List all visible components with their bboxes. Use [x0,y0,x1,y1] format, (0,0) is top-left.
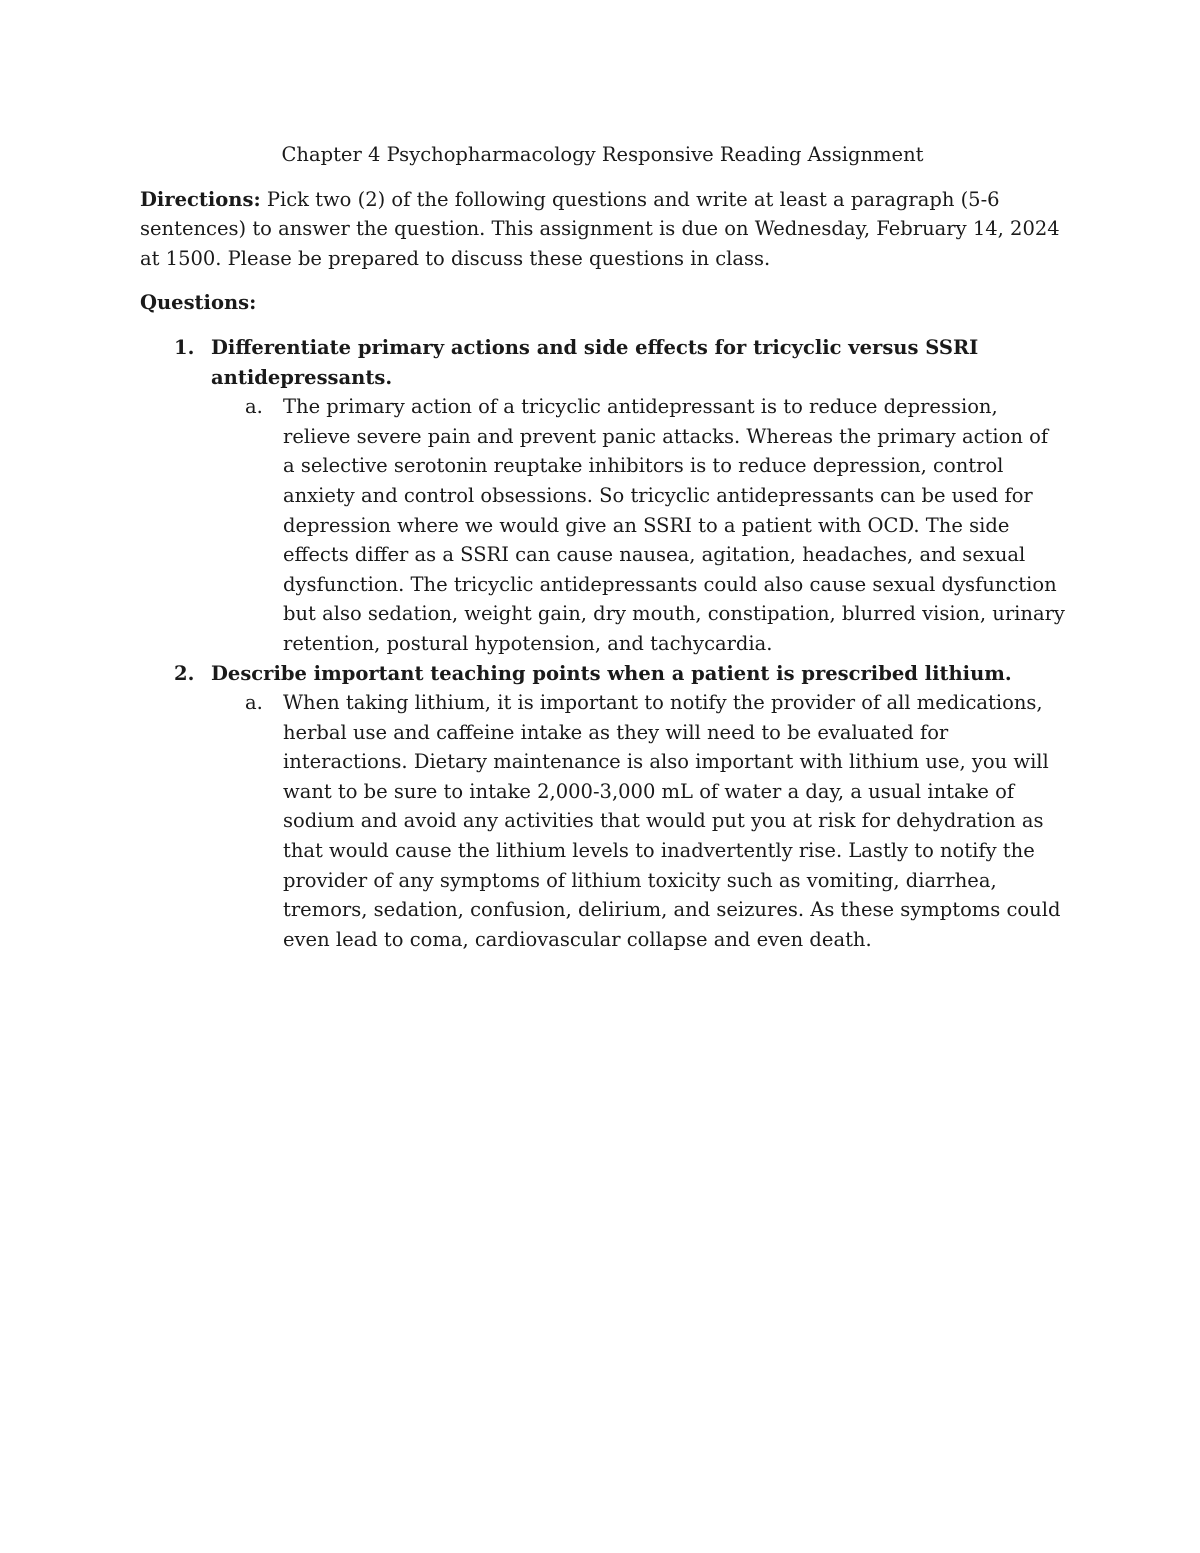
question-text: Describe important teaching points when a patient is prescribed lithium. [211,661,1012,685]
questions-heading: Questions: [140,291,257,315]
questions-list [140,333,1065,954]
answer-item [211,392,1065,658]
answer-list [211,688,1065,954]
answer-text: The primary action of a tricyclic antidepressant is to reduce depression, relieve severe pain and prevent panic attacks. Whereas the primary action of a selective serotonin reuptake inhibitors is to reduce depression, control anxiety and control obsessions. So tricyclic antidepressants can be used for depression where we would give an SSRI to a patient with OCD. The side effects differ as a SSRI can cause nausea, agitation, headaches, and sexual dysfunction. The tricyclic antidepressants could also cause sexual dysfunction but also sedation, weight gain, dry mouth, constipation, blurred vision, urinary retention, postural hypotension, and tachycardia. [283,395,1065,655]
question-number: 1. [174,335,195,359]
page-title: Chapter 4 Psychopharmacology Responsive Reading Assignment [281,143,924,166]
question-item-1 [140,333,1065,659]
document-body [140,140,1065,954]
question-number: 2. [174,661,195,685]
answer-text: When taking lithium, it is important to notify the provider of all medications, herbal use and caffeine intake as they will need to be evaluated for interactions. Dietary maintenance is also important with lithium use, you will want to be sure to intake 2,000-3,000 mL of water a day, a usual intake of sodium and avoid any activities that would put you at risk for dehydration as that would cause the lithium levels to inadvertently rise. Lastly to notify the provider of any symptoms of lithium toxicity such as vomiting, diarrhea, tremors, sedation, confusion, delirium, and seizures. As these symptoms could even lead to coma, cardiovascular collapse and even death. [283,691,1061,951]
answer-list [211,392,1065,658]
question-text: Differentiate primary actions and side effects for tricyclic versus SSRI antidepressants. [211,335,979,389]
directions-paragraph [140,185,1065,274]
answer-label: a. [245,395,263,419]
answer-item [211,688,1065,954]
directions-label: Directions: [140,187,261,211]
directions-text: Pick two (2) of the following questions and write at least a paragraph (5-6 sentences) to answer the question. This assignment is due on Wednesday, February 14, 2024 at 1500. Please be prepared to discuss these questions in class. [140,187,1060,270]
answer-label: a. [245,691,263,715]
question-item-2 [140,659,1065,955]
